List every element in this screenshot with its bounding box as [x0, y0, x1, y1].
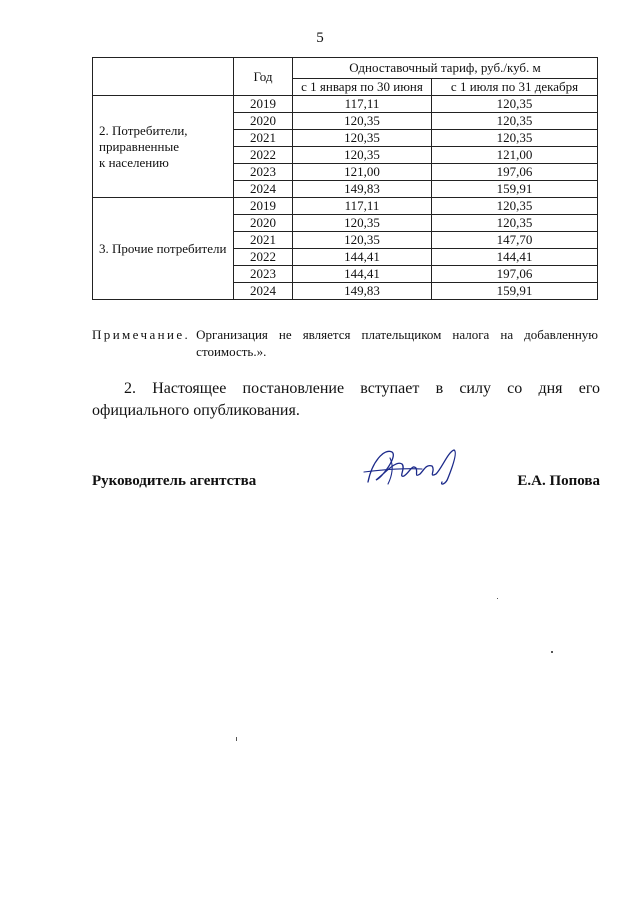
consumer-group-line: приравненные [99, 138, 179, 154]
tariff-b-cell: 120,35 [432, 96, 598, 113]
tariff-a-cell: 120,35 [293, 113, 432, 130]
table-body [93, 96, 598, 300]
tariff-a-cell: 120,35 [293, 147, 432, 164]
note-label: Примечание. [92, 327, 191, 342]
tariff-a-cell: 149,83 [293, 181, 432, 198]
clause-paragraph: 2. Настоящее постановление вступает в силу со дня его официального опубликования. [92, 380, 600, 419]
note-text: Организация не является плательщиком налога на добавленную стоимость.». [196, 327, 598, 359]
year-cell: 2022 [234, 249, 293, 266]
tariff-a-cell: 120,35 [293, 215, 432, 232]
year-cell: 2021 [234, 130, 293, 147]
consumer-group-line: 2. Потребители, [99, 122, 188, 138]
year-cell: 2020 [234, 215, 293, 232]
note [92, 326, 598, 360]
period-a-header: с 1 января по 30 июня [293, 79, 432, 96]
tariff-a-cell: 149,83 [293, 283, 432, 300]
scan-speck [497, 598, 498, 599]
year-header: Год [234, 58, 293, 96]
year-cell: 2024 [234, 283, 293, 300]
year-cell: 2019 [234, 96, 293, 113]
tariff-b-cell: 120,35 [432, 215, 598, 232]
tariff-b-cell: 197,06 [432, 266, 598, 283]
tariff-b-cell: 120,35 [432, 198, 598, 215]
consumer-group-cell [93, 198, 234, 300]
tariff-a-cell: 120,35 [293, 130, 432, 147]
tariff-b-cell: 159,91 [432, 283, 598, 300]
tariff-b-cell: 159,91 [432, 181, 598, 198]
tariff-b-cell: 197,06 [432, 164, 598, 181]
tariff-a-cell: 117,11 [293, 198, 432, 215]
tariff-a-cell: 144,41 [293, 249, 432, 266]
signer-name: Е.А. Попова [517, 473, 600, 489]
consumer-group-cell [93, 96, 234, 198]
year-cell: 2021 [234, 232, 293, 249]
tariff-a-cell: 117,11 [293, 96, 432, 113]
tariff-b-cell: 120,35 [432, 113, 598, 130]
year-cell: 2023 [234, 266, 293, 283]
period-b-header: с 1 июля по 31 декабря [432, 79, 598, 96]
year-cell: 2019 [234, 198, 293, 215]
consumer-group-line: 3. Прочие потребители [99, 240, 227, 256]
empty-header-cell [93, 58, 234, 96]
tariff-header: Одноставочный тариф, руб./куб. м [293, 58, 598, 79]
scan-speck [236, 737, 237, 741]
tariff-b-cell: 144,41 [432, 249, 598, 266]
tariff-a-cell: 144,41 [293, 266, 432, 283]
consumer-group-line: к населению [99, 154, 169, 170]
year-cell: 2022 [234, 147, 293, 164]
year-cell: 2020 [234, 113, 293, 130]
tariff-b-cell: 147,70 [432, 232, 598, 249]
handwritten-signature [362, 442, 472, 490]
signer-title: Руководитель агентства [92, 473, 257, 489]
tariff-b-cell: 120,35 [432, 130, 598, 147]
year-cell: 2023 [234, 164, 293, 181]
tariff-a-cell: 120,35 [293, 232, 432, 249]
signature-block [92, 470, 600, 494]
table-row [93, 96, 598, 113]
scan-speck [551, 651, 553, 653]
tariff-table [92, 57, 598, 300]
tariff-b-cell: 121,00 [432, 147, 598, 164]
page-number: 5 [316, 30, 324, 46]
table-row [93, 198, 598, 215]
year-cell: 2024 [234, 181, 293, 198]
tariff-a-cell: 121,00 [293, 164, 432, 181]
